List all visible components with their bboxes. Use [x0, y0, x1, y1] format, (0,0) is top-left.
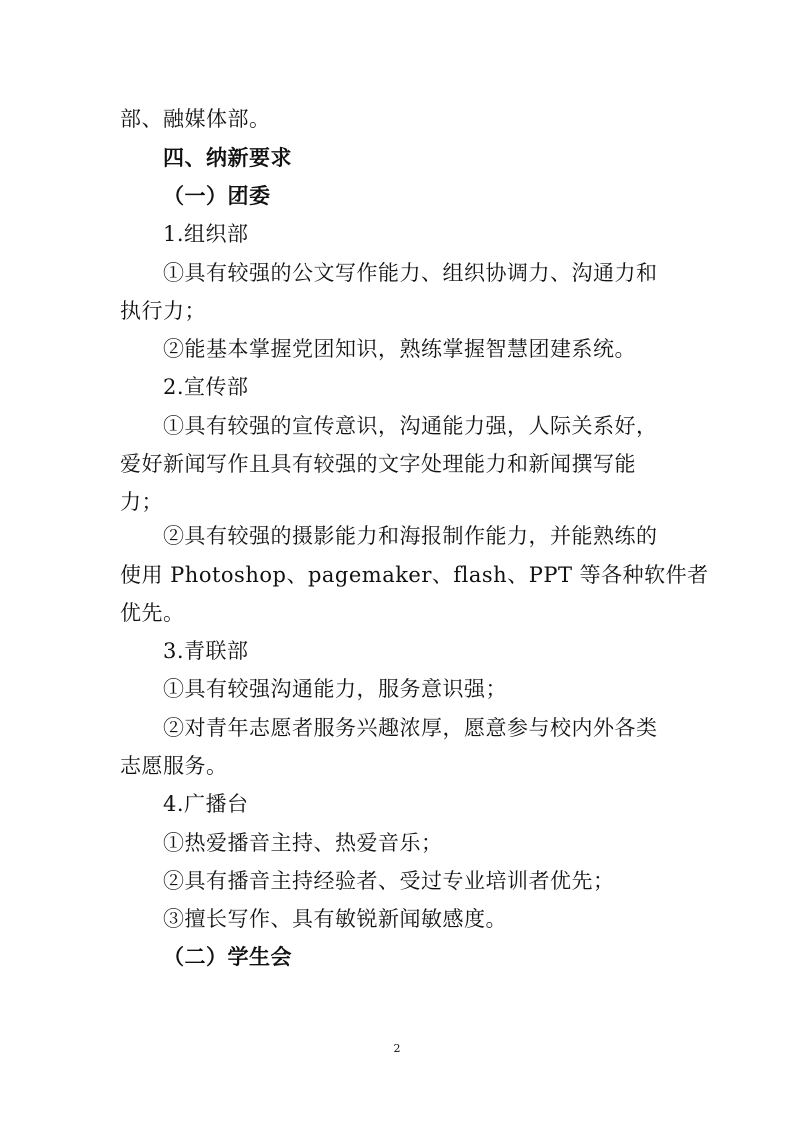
section-heading: 四、纳新要求	[163, 145, 292, 170]
paragraph-continuation: 部、融媒体部。	[120, 107, 271, 131]
requirement-line: ②具有较强的摄影能力和海报制作能力，并能熟练的	[163, 524, 658, 548]
requirement-line: ③擅长写作、具有敏锐新闻敏感度。	[163, 907, 507, 931]
department-heading: 4.广播台	[163, 792, 249, 816]
requirement-line: ①热爱播音主持、热爱音乐；	[163, 831, 443, 855]
requirement-continuation: 力；	[120, 490, 163, 514]
department-heading: 2.宣传部	[163, 375, 249, 399]
subsection-heading: （二）学生会	[163, 944, 292, 969]
requirement-continuation: 爱好新闻写作且具有较强的文字处理能力和新闻撰写能	[120, 452, 636, 476]
requirement-continuation: 使用 Photoshop、pagemaker、flash、PPT 等各种软件者	[120, 563, 709, 587]
requirement-continuation: 执行力；	[120, 299, 206, 323]
requirement-line: ②能基本掌握党团知识，熟练掌握智慧团建系统。	[163, 337, 636, 361]
subsection-heading: （一）团委	[163, 183, 271, 208]
page-number: 2	[393, 1042, 401, 1055]
requirement-line: ①具有较强的公文写作能力、组织协调力、沟通力和	[163, 261, 658, 285]
department-heading: 1.组织部	[163, 222, 249, 246]
requirement-line: ①具有较强沟通能力，服务意识强；	[163, 677, 507, 701]
requirement-line: ②具有播音主持经验者、受过专业培训者优先；	[163, 869, 615, 893]
requirement-continuation: 优先。	[120, 601, 185, 625]
requirement-line: ②对青年志愿者服务兴趣浓厚，愿意参与校内外各类	[163, 716, 658, 740]
requirement-line: ①具有较强的宣传意识，沟通能力强，人际关系好，	[163, 414, 658, 438]
requirement-continuation: 志愿服务。	[120, 754, 228, 778]
department-heading: 3.青联部	[163, 639, 249, 663]
